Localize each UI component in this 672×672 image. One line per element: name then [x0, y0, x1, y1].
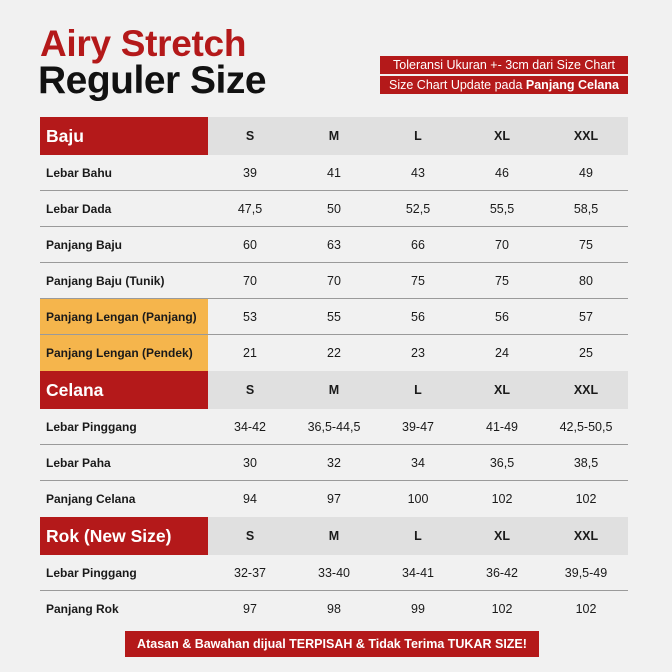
measurement-value: 49	[579, 165, 593, 180]
measurement-value: 102	[491, 492, 513, 506]
measurement-value: 34	[411, 455, 425, 470]
size-header: XXL	[573, 529, 599, 543]
table-row	[40, 335, 628, 371]
measurement-value: 36,5-44,5	[307, 419, 361, 434]
table-row	[40, 591, 628, 627]
size-header: S	[245, 529, 255, 543]
table-row	[40, 299, 628, 335]
table-row	[40, 191, 628, 227]
size-header: XL	[494, 383, 510, 397]
value-cells	[208, 263, 628, 298]
measurement-value: 63	[327, 237, 341, 252]
measurement-label: Lebar Pinggang	[46, 419, 137, 434]
measurement-value: 70	[243, 273, 257, 288]
measurement-value: 36-42	[486, 565, 518, 580]
notes-box	[380, 56, 628, 94]
table-row	[40, 555, 628, 591]
table-row	[40, 155, 628, 191]
measurement-label: Panjang Rok	[46, 602, 119, 616]
measurement-value: 58,5	[573, 201, 599, 216]
measurement-value: 36,5	[489, 455, 515, 470]
value-cells	[208, 481, 628, 517]
table-row	[40, 227, 628, 263]
size-header: M	[328, 129, 340, 143]
value-cells	[208, 445, 628, 480]
size-header: L	[414, 129, 422, 143]
measurement-value: 21	[243, 346, 257, 360]
page-title-line1: Airy Stretch	[40, 23, 247, 64]
measurement-value: 56	[495, 309, 509, 324]
table-row	[40, 263, 628, 299]
measurement-value: 50	[327, 201, 341, 216]
update-note-prefix: Size Chart Update pada	[389, 78, 526, 92]
measurement-value: 75	[411, 273, 425, 288]
measurement-value: 43	[411, 165, 425, 180]
measurement-value: 24	[495, 346, 509, 360]
measurement-value: 66	[411, 237, 425, 252]
measurement-value: 97	[243, 602, 257, 616]
size-header: XL	[494, 529, 510, 543]
value-cells	[208, 155, 628, 190]
size-header: L	[414, 383, 422, 397]
measurement-value: 70	[327, 273, 341, 288]
measurement-value: 75	[495, 273, 509, 288]
measurement-label: Panjang Lengan (Pendek)	[40, 335, 208, 371]
measurement-value: 99	[411, 602, 425, 616]
size-header: M	[328, 529, 340, 543]
update-note-bold: Panjang Celana	[525, 78, 619, 92]
size-header: XXL	[573, 383, 599, 397]
measurement-value: 32-37	[234, 565, 266, 580]
size-header: S	[245, 129, 255, 143]
section-title: Celana	[40, 371, 208, 409]
section-header	[40, 517, 628, 555]
measurement-value: 30	[243, 455, 257, 470]
value-cells	[208, 191, 628, 226]
table-row	[40, 481, 628, 517]
tolerance-note: Toleransi Ukuran +- 3cm dari Size Chart	[380, 56, 628, 74]
size-header: XL	[494, 129, 510, 143]
section-title: Baju	[40, 117, 208, 155]
measurement-label: Panjang Baju	[46, 237, 123, 252]
size-header: XXL	[573, 129, 599, 143]
measurement-value: 70	[495, 237, 509, 252]
measurement-label: Panjang Celana	[46, 492, 136, 506]
size-header-cells	[208, 371, 628, 409]
measurement-value: 100	[407, 492, 429, 506]
measurement-value: 23	[411, 346, 425, 360]
measurement-value: 41-49	[486, 419, 518, 434]
measurement-value: 102	[575, 492, 597, 506]
value-cells	[208, 299, 628, 334]
section-title: Rok (New Size)	[40, 517, 208, 555]
measurement-label: Lebar Pinggang	[46, 565, 137, 580]
measurement-value: 32	[327, 455, 341, 470]
footer-banner: Atasan & Bawahan dijual TERPISAH & Tidak Terima TUKAR SIZE!	[125, 631, 539, 657]
measurement-value: 38,5	[573, 455, 599, 470]
measurement-label: Lebar Dada	[46, 201, 112, 216]
page-title-line2: Reguler Size	[38, 59, 267, 102]
measurement-value: 41	[327, 165, 341, 180]
size-header-cells	[208, 517, 628, 555]
section-header	[40, 371, 628, 409]
measurement-label: Lebar Bahu	[46, 165, 113, 180]
measurement-value: 60	[243, 237, 257, 252]
measurement-value: 57	[579, 309, 593, 324]
measurement-value: 94	[243, 492, 257, 506]
size-header: S	[245, 383, 255, 397]
measurement-value: 97	[327, 492, 341, 506]
measurement-value: 102	[491, 602, 513, 616]
measurement-value: 102	[575, 602, 597, 616]
measurement-value: 47,5	[237, 201, 263, 216]
size-header: M	[328, 383, 340, 397]
value-cells	[208, 591, 628, 627]
value-cells	[208, 335, 628, 371]
measurement-value: 56	[411, 309, 425, 324]
measurement-label: Panjang Lengan (Panjang)	[40, 299, 208, 334]
measurement-value: 55,5	[489, 201, 515, 216]
measurement-label: Lebar Paha	[46, 455, 111, 470]
measurement-value: 55	[327, 309, 341, 324]
measurement-value: 25	[579, 346, 593, 360]
value-cells	[208, 227, 628, 262]
measurement-value: 52,5	[405, 201, 431, 216]
measurement-value: 75	[579, 237, 593, 252]
section-header	[40, 117, 628, 155]
measurement-value: 98	[327, 602, 341, 616]
value-cells	[208, 409, 628, 444]
measurement-value: 39	[243, 165, 257, 180]
update-note	[380, 76, 628, 94]
value-cells	[208, 555, 628, 590]
measurement-label: Panjang Baju (Tunik)	[46, 273, 165, 288]
measurement-value: 53	[243, 309, 257, 324]
table-row	[40, 409, 628, 445]
measurement-value: 80	[579, 273, 593, 288]
size-header-cells	[208, 117, 628, 155]
measurement-value: 46	[495, 165, 509, 180]
size-table	[40, 117, 628, 627]
measurement-value: 39-47	[402, 419, 434, 434]
measurement-value: 22	[327, 346, 341, 360]
measurement-value: 33-40	[318, 565, 350, 580]
size-header: L	[414, 529, 422, 543]
measurement-value: 34-41	[402, 565, 434, 580]
table-row	[40, 445, 628, 481]
measurement-value: 34-42	[234, 419, 266, 434]
measurement-value: 39,5-49	[564, 565, 608, 580]
measurement-value: 42,5-50,5	[559, 419, 613, 434]
